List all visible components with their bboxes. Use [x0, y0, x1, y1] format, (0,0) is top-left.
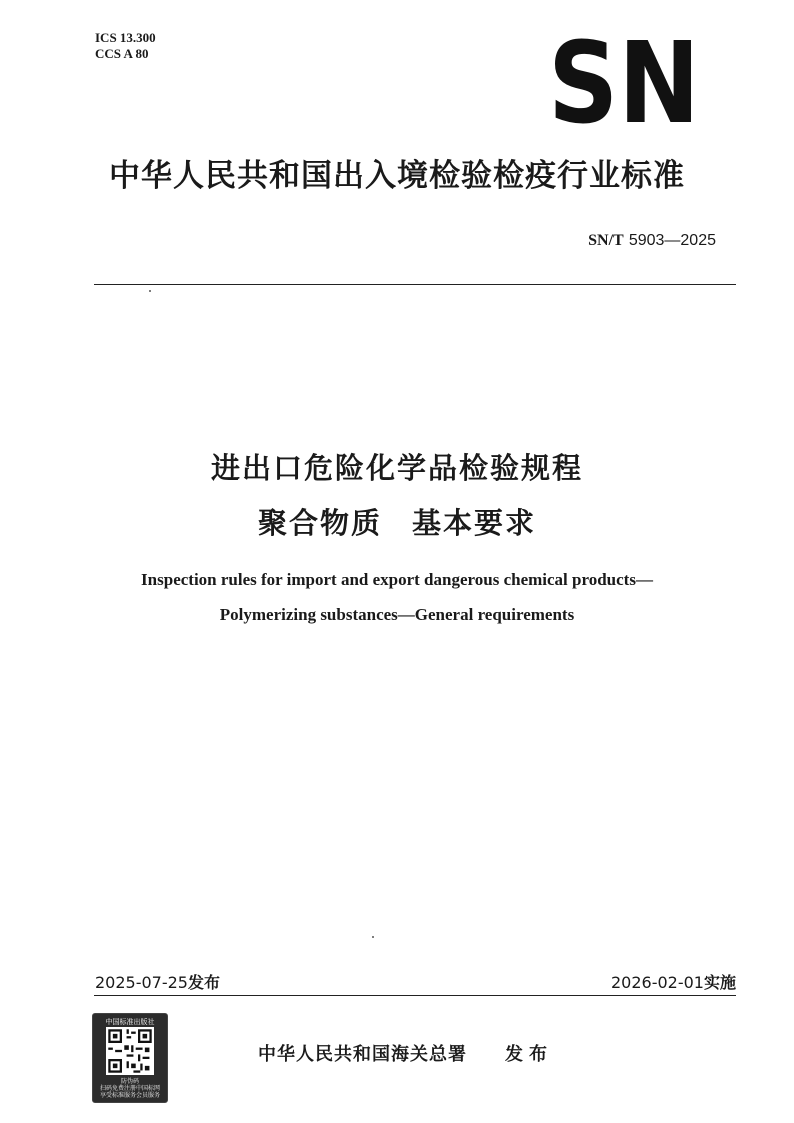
issue-date-value: 2025-07-25 [95, 973, 188, 992]
publisher [258, 1040, 553, 1066]
speck [372, 936, 374, 938]
qr-label-line1: 防伪码 [120, 1078, 139, 1085]
english-title-line2: Polymerizing substances—General requirements [219, 605, 575, 624]
ics-code: ICS 13.300 [95, 30, 156, 45]
sn-logo-text: SN [548, 19, 700, 149]
qr-label-line3: 享受标准服务会员服务 [99, 1092, 160, 1099]
speck [149, 290, 151, 292]
standard-number [588, 230, 716, 250]
anti-counterfeit-label [92, 1013, 168, 1103]
qr-label-footer [93, 1078, 167, 1099]
qr-code-icon [106, 1027, 154, 1075]
qr-label-line2: 扫码免费注册中国标网 [99, 1085, 160, 1092]
bottom-divider [94, 995, 736, 996]
implementation-date-value: 2026-02-01 [611, 973, 704, 992]
standard-code: 5903—2025 [628, 232, 716, 249]
classification-codes [95, 30, 156, 62]
chinese-title-part: 基本要求 [412, 506, 537, 540]
chinese-title-line2 [0, 501, 794, 542]
issue-date [95, 970, 220, 993]
issue-label: 发布 [187, 973, 220, 992]
sn-logo [548, 19, 700, 149]
top-divider [94, 284, 736, 285]
english-title-line1: Inspection rules for import and export dangerous chemical products— [141, 570, 653, 589]
ccs-code: CCS A 80 [95, 46, 149, 61]
chinese-title-line1: 进出口危险化学品检验规程 [210, 451, 583, 485]
publisher-name: 中华人民共和国海关总署 [258, 1044, 467, 1065]
chinese-title-subject: 聚合物质 [257, 506, 382, 540]
organization-title: 中华人民共和国出入境检验检疫行业标准 [109, 158, 685, 194]
publisher-action: 发布 [505, 1044, 553, 1065]
qr-label-header: 中国标准出版社 [105, 1018, 155, 1026]
implementation-label: 实施 [703, 973, 736, 992]
standard-prefix: SN/T [588, 232, 624, 249]
implementation-date [611, 970, 736, 993]
